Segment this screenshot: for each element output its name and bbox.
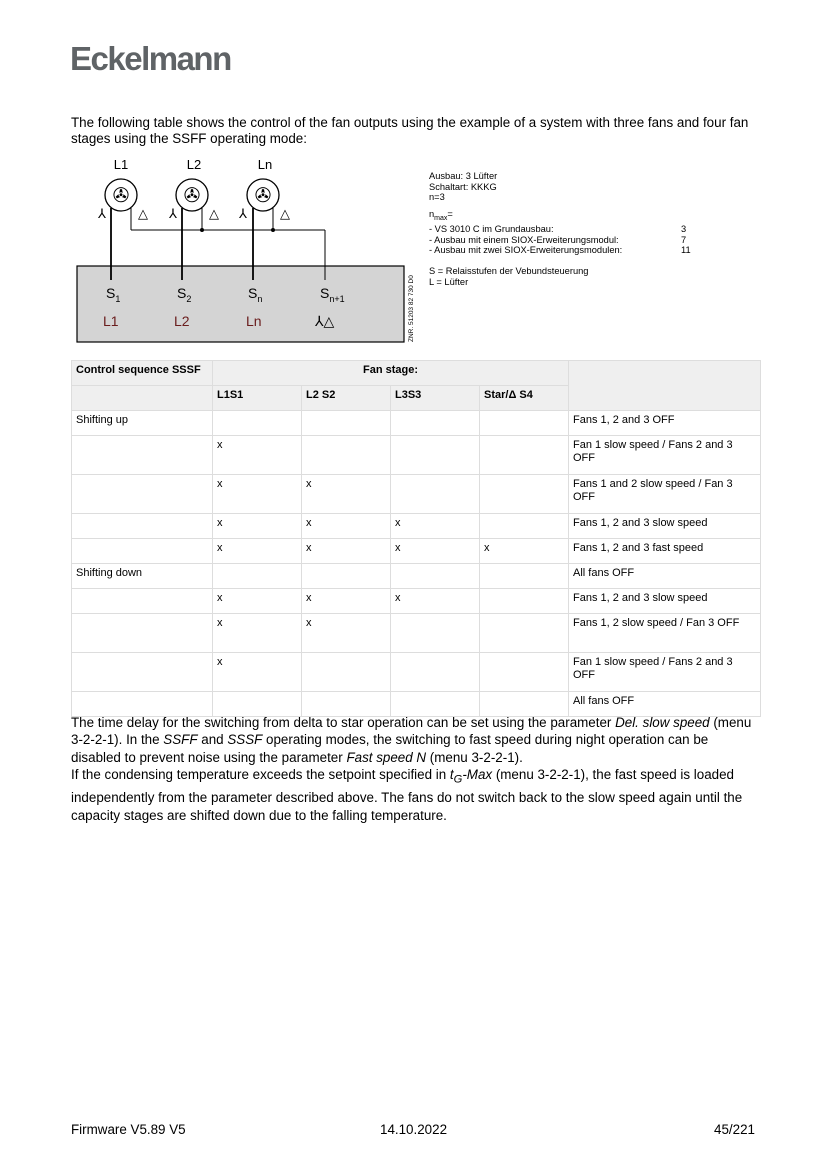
- star-icon: ⅄: [239, 206, 247, 221]
- table-cell: x: [213, 614, 302, 653]
- svg-text:L1: L1: [103, 313, 119, 329]
- svg-text:Ln: Ln: [246, 313, 262, 329]
- table-cell: x: [480, 539, 569, 564]
- table-cell: [72, 475, 213, 514]
- table-cell: [72, 653, 213, 692]
- table-cell: Fans 1, 2 and 3 OFF: [569, 411, 761, 436]
- table-row: [72, 564, 761, 589]
- table-row: [72, 436, 761, 475]
- table-cell: Shifting up: [72, 411, 213, 436]
- delta-icon: △: [209, 206, 219, 221]
- table-cell: x: [213, 539, 302, 564]
- table-cell: [72, 692, 213, 717]
- drawing-number: ZNR. 51203 82 730 D0: [408, 275, 415, 342]
- table-cell: [480, 564, 569, 589]
- table-row: [72, 475, 761, 514]
- table-cell: [391, 411, 480, 436]
- diagram-legend: Ausbau: 3 Lüfter Schaltart: KKKG n=3 $n_{max}=$ - VS 3010 C im Grundausbau: 3 - Ausbau mit einem SIOX-Erweiterungsmodul: 7 - Ausbau mit zwei SIOX-Erweiterungsmodulen: 11 S = Relaisstufen der Vebundsteuerung L = Lüfter: [429, 171, 691, 287]
- table-cell: [391, 692, 480, 717]
- table-cell: x: [302, 614, 391, 653]
- table-cell: Fans 1, 2 slow speed / Fan 3 OFF: [569, 614, 761, 653]
- table-cell: [213, 692, 302, 717]
- table-cell: Fans 1, 2 and 3 fast speed: [569, 539, 761, 564]
- table-row: [72, 411, 761, 436]
- table-cell: x: [302, 475, 391, 514]
- table-cell: Shifting down: [72, 564, 213, 589]
- svg-text:S1: $S_1$: [106, 285, 121, 304]
- table-cell: x: [213, 589, 302, 614]
- table-cell: x: [302, 514, 391, 539]
- table-row: [72, 589, 761, 614]
- table-cell: [72, 436, 213, 475]
- table-cell: [391, 653, 480, 692]
- table-cell: x: [391, 589, 480, 614]
- table-cell: [302, 653, 391, 692]
- table-cell: x: [213, 475, 302, 514]
- intro-text: The following table shows the control of the fan outputs using the example of a system with three fans and four fan stages using the SSFF operating mode:: [71, 115, 749, 146]
- table-cell: [302, 564, 391, 589]
- table-cell: [480, 411, 569, 436]
- footer-firmware: Firmware V5.89 V5: [71, 1122, 186, 1137]
- table-cell: Fans 1, 2 and 3 slow speed: [569, 514, 761, 539]
- table-cell: Fans 1 and 2 slow speed / Fan 3 OFF: [569, 475, 761, 514]
- fan-label: L1: [113, 157, 129, 172]
- table-cell: All fans OFF: [569, 692, 761, 717]
- table-cell: x: [213, 653, 302, 692]
- svg-text:Sn+1: $S_{n+1}$: [320, 285, 345, 304]
- table-cell: x: [391, 539, 480, 564]
- table-cell: [480, 653, 569, 692]
- svg-text:⅄△: ⅄△: [315, 313, 335, 329]
- table-cell: [480, 475, 569, 514]
- table-cell: [480, 589, 569, 614]
- footer-date: 14.10.2022: [380, 1122, 448, 1137]
- table-cell: [213, 564, 302, 589]
- eckelmann-logo: Eckelmann: [70, 40, 231, 77]
- star-icon: ⅄: [169, 206, 177, 221]
- fan-label: Ln: [257, 157, 273, 172]
- table-cell: [480, 436, 569, 475]
- table-cell: All fans OFF: [569, 564, 761, 589]
- table-cell: x: [213, 514, 302, 539]
- table-cell: [480, 614, 569, 653]
- table-cell: Fans 1, 2 and 3 slow speed: [569, 589, 761, 614]
- description-paragraph: The time delay for the switching from delta to star operation can be set using the parameter Del. slow speed (menu 3-2-2-1). In the SSFF and SSSF operating modes, the switching to fast speed during night operation can be disabled to prevent noise using the parameter Fast speed N (menu 3-2-2-1). If the condensing temperature exceeds the setpoint specified in $t_G$-Max (menu 3-2-2-1), the fast speed is loaded independently from the parameter described above. The fans do not switch back to the slow speed again until the capacity stages are shifted down due to the falling temperature.: [71, 715, 752, 823]
- table-cell: [391, 614, 480, 653]
- footer-page-number: 45/221: [714, 1122, 755, 1137]
- svg-text:✇: ✇: [183, 185, 201, 207]
- table-row: [72, 614, 761, 653]
- table-cell: x: [302, 539, 391, 564]
- fan-wiring-diagram: [70, 150, 420, 350]
- table-cell: x: [213, 436, 302, 475]
- table-cell: x: [302, 589, 391, 614]
- table-cell: [302, 436, 391, 475]
- svg-text:L2: L2: [174, 313, 190, 329]
- svg-text:✇: ✇: [112, 185, 130, 207]
- table-cell: [391, 436, 480, 475]
- svg-text:✇: ✇: [254, 185, 272, 207]
- table-cell: Fan 1 slow speed / Fans 2 and 3 OFF: [569, 653, 761, 692]
- table-cell: [72, 614, 213, 653]
- svg-text:Sn: $S_n$: [248, 285, 263, 304]
- table-cell: [391, 475, 480, 514]
- table-cell: [302, 692, 391, 717]
- delta-icon: △: [280, 206, 290, 221]
- table-row: [72, 653, 761, 692]
- table-row: [72, 514, 761, 539]
- header-fan-stage: Fan stage:: [213, 361, 569, 386]
- fan-label: L2: [186, 157, 202, 172]
- svg-text:S2: $S_2$: [177, 285, 192, 304]
- table-cell: Fan 1 slow speed / Fans 2 and 3 OFF: [569, 436, 761, 475]
- table-cell: [391, 564, 480, 589]
- header-control-sequence: Control sequence SSSF: [72, 361, 213, 386]
- table-row: [72, 692, 761, 717]
- table-cell: [480, 514, 569, 539]
- delta-icon: △: [138, 206, 148, 221]
- table-row: [72, 539, 761, 564]
- table-cell: [72, 514, 213, 539]
- table-cell: x: [391, 514, 480, 539]
- table-cell: [213, 411, 302, 436]
- table-cell: [302, 411, 391, 436]
- table-cell: [72, 539, 213, 564]
- control-sequence-table: Control sequence SSSF Fan stage: L1S1 L2 S2 L3S3 Star/Δ S4 Shifting up Fans 1, 2 and 3 OFF x Fan 1 slow speed / Fans 2 and 3 OFF x x Fans 1 and 2 slow speed / Fan 3 OFF x x x Fans 1, 2 and 3 slow speed x x x x Fans 1, 2 and 3 fast speed Shifting down All fans OFF x x x Fans 1, 2 and 3 slow speed x x Fans 1, 2 slow speed / Fan 3 OFF x Fan 1 slow speed / Fans 2 and 3 OFF All fans OFF: [71, 360, 761, 717]
- star-icon: ⅄: [98, 206, 106, 221]
- table-cell: [480, 692, 569, 717]
- table-cell: [72, 589, 213, 614]
